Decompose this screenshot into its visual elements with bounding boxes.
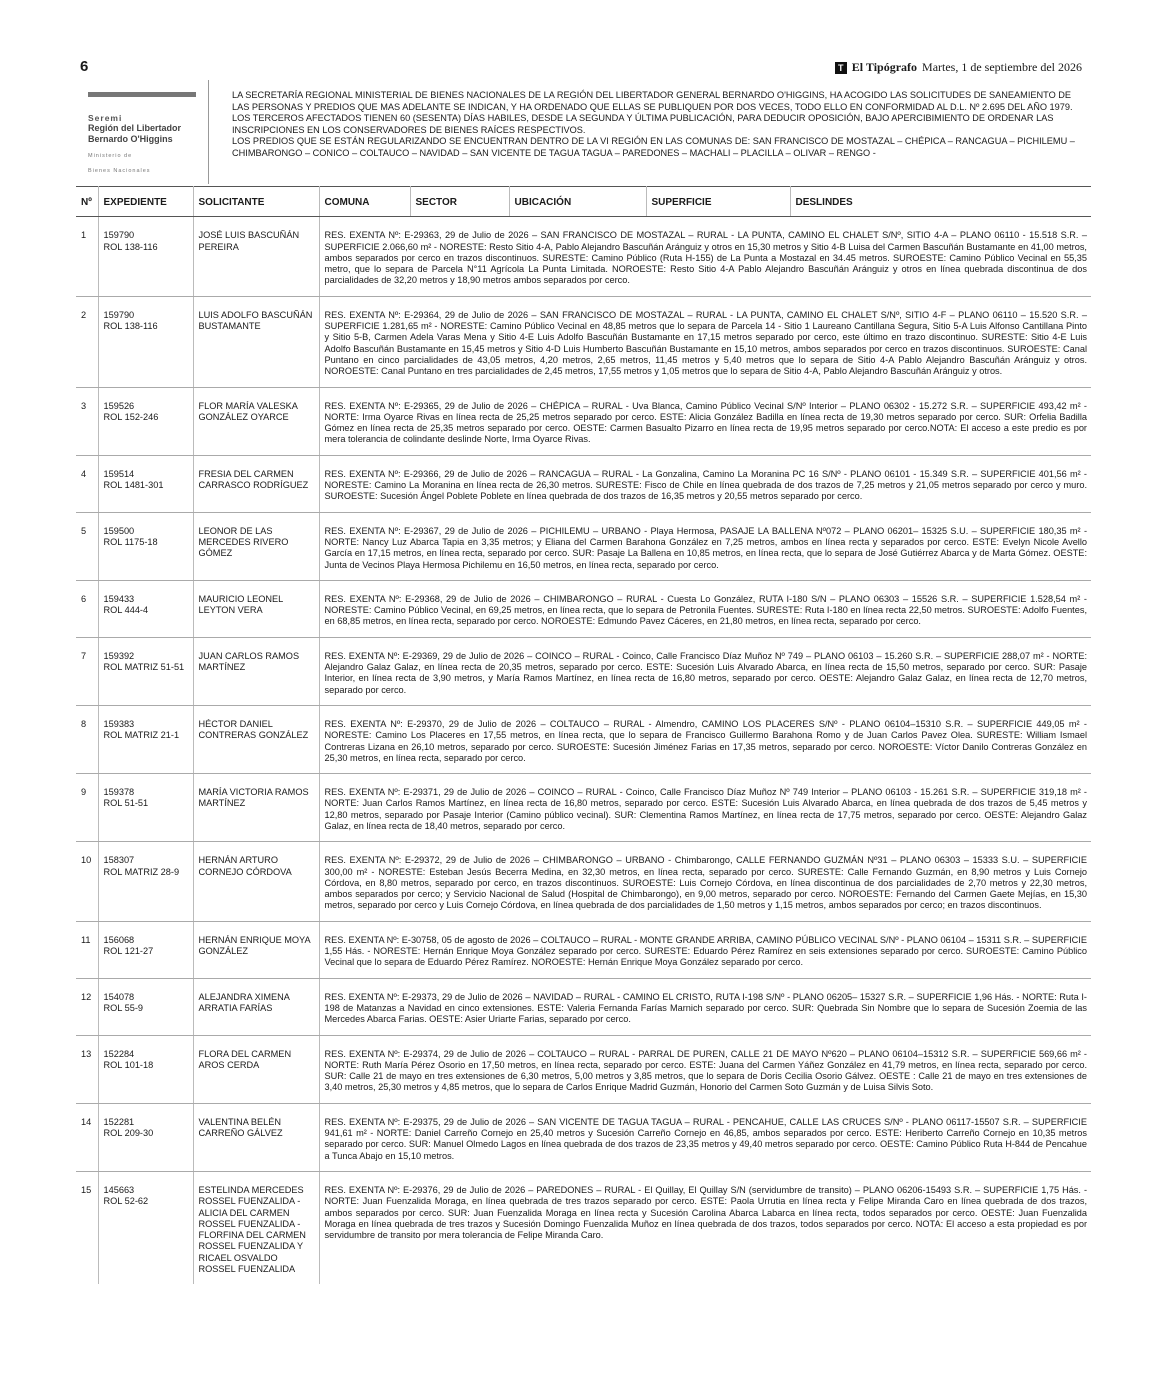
row-number: 6 [76,580,98,637]
row-number: 14 [76,1103,98,1171]
deslindes-cell: RES. EXENTA Nº: E-29374, 29 de Julio de 2026 – COLTAUCO – RURAL - PARRAL DE PUREN, CALLE 21 DE MAYO Nº620 – PLANO 06104–15312 S.R. – SUPERFICIE 569,66 m² - NORTE: Ruth María Pérez Osorio en 17,50 metros, en línea recta, separado por cerco. ESTE: Juana del Carmen Yáñez González en 41,79 metros, en línea recta, separado por cerco. SUR: Calle 21 de mayo en tres extensiones de 6,30 metros, 5,00 metros y 3,85 metros, que lo separa de Doris Cecilia Osorio Gálvez. OESTE : Calle 21 de mayo en tres extensiones de 3,40 metros, 25,30 metros y 4,85 metros, que lo separa de Carlos Enrique Madrid Guzmán, Honorio del Carmen Soto Guzmán y de Luisa Silvis Soto. [319,1035,1091,1103]
column-header: SOLICITANTE [193,187,319,217]
deslindes-cell: RES. EXENTA Nº: E-29372, 29 de Julio de 2026 – CHIMBARONGO – URBANO - Chimbarongo, CALLE FERNANDO GUZMÁN Nº31 – PLANO 06303 – 15333 S.U. – SUPERFICIE 300,00 m² - NORESTE: Esteban Jesús Becerra Medina, en 32,30 metros, en línea recta, separado por cerco. SURESTE: Calle Fernando Guzmán, en 8,90 metros y Luis Cornejo Córdova, en 8,80 metros, separado por cerco, en trazos discontinuos. SUROESTE: Luis Cornejo Córdova, en línea discontinua de dos parcialidades de 2,70 metros y 22,30 metros, ambos separados por cerco; y Servicio Nacional de Salud (Hospital de Chimbarongo), en 9,00 metros, separado por cerco. NOROESTE: Fernando del Carmen Gaete Mejías, en 15,30 metros, separado por cerco y Luis Cornejo Córdova, en línea quebrada de dos parcialidades de 1,50 metros y 1,15 metros, ambos separados por cerco; en trazos discontinuos. [319,842,1091,921]
expediente-cell: 158307 ROL MATRIZ 28-9 [98,842,193,921]
row-number: 11 [76,921,98,978]
expediente-cell: 159392 ROL MATRIZ 51-51 [98,637,193,705]
solicitante-cell: ESTELINDA MERCEDES ROSSEL FUENZALIDA - ALICIA DEL CARMEN ROSSEL FUENZALIDA - FLORFINA DEL CARMEN ROSSEL FUENZALIDA Y RICAEL OSVALDO ROSSEL FUENZALIDA [193,1171,319,1284]
ministry-label-2: Bienes Nacionales [88,168,151,174]
table-row [76,580,1091,637]
divider [208,80,209,184]
solicitante-cell: LEONOR DE LAS MERCEDES RIVERO GÓMEZ [193,512,319,580]
table-row [76,774,1091,842]
ministry-label-1: Ministerio de [88,153,133,159]
saneamiento-table [76,186,1091,1284]
expediente-cell: 152281 ROL 209-30 [98,1103,193,1171]
row-number: 9 [76,774,98,842]
expediente-cell: 159383 ROL MATRIZ 21-1 [98,705,193,773]
region-label-2: Bernardo O'Higgins [88,134,173,144]
deslindes-cell: RES. EXENTA Nº: E-29364, 29 de Julio de 2026 – SAN FRANCISCO DE MOSTAZAL – RURAL - LA PUNTA, CAMINO EL CHALET S/Nº, SITIO 4-F – PLANO 06110 – 15.520 S.R. – SUPERFICIE 1.281,65 m² - NORESTE: Camino Público Vecinal en 48,85 metros que lo separa de Parcela 14 - Sitio 1 Laureano Cantillana Segura, Sitio 5-A Luis Alfonso Cantillana Pinto y Sitio 5-B, Carmen Adela Varas Mena y Sitio 4-E Luis Adolfo Bascuñán Bustamante en 17,15 metros separado por cerco, este último en trazo discontinuo. SURESTE: Sitio 4-E Luis Adolfo Bascuñán Bustamante en 15,45 metros y Sitio 4-D Luis Humberto Bascuñán Bustamante en 15,10 metros, ambos separados por cerco en trazos discontinuos. SUROESTE: Canal Puntano en cinco parcialidades de 43,05 metros, 4,20 metros, 2,65 metros, 11,45 metros y 5,40 metros que lo separa de Sitio 4-A Pablo Alejandro Bascuñán Aránguiz y otros. NOROESTE: Canal Puntano en tres parcialidades de 2,45 metros, 17,55 metros y 1,05 metros que lo separa de Sitio 4-A, Pablo Alejandro Bascuñán Aránguiz y otros. [319,296,1091,387]
row-number: 4 [76,455,98,512]
seremi-label: Seremi [88,113,123,123]
row-number: 1 [76,217,98,296]
deslindes-cell: RES. EXENTA Nº: E-29369, 29 de Julio de 2026 – COINCO – RURAL - Coinco, Calle Francisco Díaz Muñoz Nº 749 – PLANO 06103 – 15.260 S.R. – SUPERFICIE 288,07 m² - NORTE: Alejandro Galaz Galaz, en línea recta de 20,35 metros, separado por cerco. ESTE: Sucesión Luis Alvarado Abarca, en línea recta de 15,50 metros, separado por cerco. SUR: Pasaje Interior, en línea recta de 3,90 metros, y María Ramos Martínez, en línea recta de 16,80 metros, separado por cerco. OESTE: Alejandro Galaz Galaz, en línea recta de 12,70 metros, separado por cerco. [319,637,1091,705]
expediente-cell: 159433 ROL 444-4 [98,580,193,637]
logo-bar [88,92,196,97]
table-row [76,387,1091,455]
row-number: 13 [76,1035,98,1103]
row-number: 2 [76,296,98,387]
intro-paragraph: LOS TERCEROS AFECTADOS TIENEN 60 (SESENTA) DÍAS HABILES, DESDE LA SEGUNDA Y ÚLTIMA PUBLICACIÓN, PARA DEDUCIR OPOSICIÓN, BAJO APERCIBIMIENTO DE ORDENAR LAS INSCRIPCIONES EN LOS CONSERVADORES DE BIENES RAÍCES RESPECTIVOS. [232,113,1054,135]
table-row [76,921,1091,978]
column-header: SUPERFICIE [646,187,790,217]
column-header: DESLINDES [790,187,1091,217]
column-header: COMUNA [319,187,410,217]
masthead [835,60,1082,75]
expediente-cell: 159378 ROL 51-51 [98,774,193,842]
row-number: 7 [76,637,98,705]
row-number: 15 [76,1171,98,1284]
deslindes-cell: RES. EXENTA Nº: E-29373, 29 de Julio de 2026 – NAVIDAD – RURAL - CAMINO EL CRISTO, RUTA I-198 S/Nº - PLANO 06205– 15327 S.R. – SUPERFICIE 1,96 Hás. - NORTE: Ruta I-198 de Matanzas a Navidad en cinco extensiones. ESTE: Valeria Fernanda Farías Marnich separado por cerco. SUR: Quebrada Sin Nombre que lo separa de Sucesión Zoemia de las Mercedes Abarca Farias. OESTE: Asier Uriarte Farias, separado por cerco. [319,978,1091,1035]
deslindes-cell: RES. EXENTA Nº: E-29370, 29 de Julio de 2026 – COLTAUCO – RURAL - Almendro, CAMINO LOS PLACERES S/Nº - PLANO 06104–15310 S.R. – SUPERFICIE 449,05 m² - NORESTE: Camino Los Placeres en 17,55 metros, en línea recta, que lo separa de Francisco Guillermo Barahona Romo y de Juan Carlos Pavez Olea. SURESTE: William Ismael Contreras Lizana en 26,10 metros, separado por cerco. SUROESTE: Sucesión Jiménez Farias en 17,35 metros, separado por cerco. NOROESTE: Víctor Danilo Contreras González en 25,30 metros, en línea recta, separado por cerco. [319,705,1091,773]
intro-paragraph: LOS PREDIOS QUE SE ESTÁN REGULARIZANDO SE ENCUENTRAN DENTRO DE LA VI REGIÓN EN LAS COMUNAS DE: SAN FRANCISCO DE MOSTAZAL – CHÉPICA – RANCAGUA – PICHILEMU – CHIMBARONGO – CONICO – COLTAUCO – NAVIDAD – SAN VICENTE DE TAGUA TAGUA – PAREDONES – MACHALI – PLACILLA – OLIVAR – RENGO - [232,136,1075,158]
expediente-cell: 159790 ROL 138-116 [98,296,193,387]
table-row [76,842,1091,921]
column-header: SECTOR [410,187,509,217]
expediente-cell: 159526 ROL 152-246 [98,387,193,455]
table-row [76,705,1091,773]
row-number: 5 [76,512,98,580]
deslindes-cell: RES. EXENTA Nº: E-30758, 05 de agosto de 2026 – COLTAUCO – RURAL - MONTE GRANDE ARRIBA, CAMINO PÚBLICO VECINAL S/Nº - PLANO 06104 – 15311 S.R. – SUPERFICIE 1,55 Hás. - NORESTE: Hernán Enrique Moya González separado por cerco. SURESTE: Eduardo Pérez Ramírez en seis extensiones separado por cerco. SUROESTE: Camino Público Vecinal que lo separa de Eduardo Pérez Ramírez. NOROESTE: Hernán Enrique Moya González separado por cerco. [319,921,1091,978]
deslindes-cell: RES. EXENTA Nº: E-29371, 29 de Julio de 2026 – COINCO – RURAL - Coinco, Calle Francisco Díaz Muñoz Nº 749 Interior – PLANO 06103 - 15.261 S.R. – SUPERFICIE 319,18 m² - NORTE: Juan Carlos Ramos Martínez, en línea recta de 16,80 metros, separado por cerco. ESTE: Sucesión Luis Alvarado Abarca, en línea quebrada de dos trazos de 5,45 metros y 12,80 metros, separado por Pasaje Interior (Camino público vecinal). SUR: Clementina Ramos Martínez, en línea recta de 17,75 metros, separado por cerco. OESTE: Alejandro Galaz Galaz, en línea recta de 18,40 metros, separado por cerco. [319,774,1091,842]
table-row [76,637,1091,705]
page-number: 6 [80,58,89,75]
expediente-cell: 159500 ROL 1175-18 [98,512,193,580]
table-row [76,512,1091,580]
column-header: Nº [76,187,98,217]
intro-paragraph: LA SECRETARÍA REGIONAL MINISTERIAL DE BIENES NACIONALES DE LA REGIÓN DEL LIBERTADOR GENERAL BERNARDO O'HIGGINS, HA ACOGIDO LAS SOLICITUDES DE SANEAMIENTO DE LAS PERSONAS Y PREDIOS QUE MAS ADELANTE SE INDICAN, Y HA ORDENADO QUE ELLAS SE PUBLIQUEN POR DOS VECES, TODO ELLO EN CONFORMIDAD AL D.L. Nº 2.695 DEL AÑO 1979. [232,90,1073,112]
solicitante-cell: HERNÁN ARTURO CORNEJO CÓRDOVA [193,842,319,921]
row-number: 3 [76,387,98,455]
solicitante-cell: FRESIA DEL CARMEN CARRASCO RODRÍGUEZ [193,455,319,512]
solicitante-cell: ALEJANDRA XIMENA ARRATIA FARÍAS [193,978,319,1035]
deslindes-cell: RES. EXENTA Nº: E-29365, 29 de Julio de 2026 – CHÉPICA – RURAL - Uva Blanca, Camino Público Vecinal S/Nº Interior – PLANO 06302 - 15.272 S.R. – SUPERFICIE 493,42 m² - NORTE: Irma Oyarce Rivas en línea recta de 25,25 metros separado por cerco. ESTE: Alicia González Badilla en línea recta de 19,30 metros separado por cerco. SUR: Orfelia Badilla Gómez en línea recta de 25,35 metros separado por cerco. OESTE: Carmen Basualto Pizarro en línea recta de 19,95 metros separado por cerco.NOTA: El acceso a este predio es por mera tolerancia de colindante deslinde Norte, Irma Oyarce Rivas. [319,387,1091,455]
expediente-cell: 156068 ROL 121-27 [98,921,193,978]
column-header: EXPEDIENTE [98,187,193,217]
row-number: 12 [76,978,98,1035]
solicitante-cell: MAURICIO LEONEL LEYTON VERA [193,580,319,637]
expediente-cell: 152284 ROL 101-18 [98,1035,193,1103]
deslindes-cell: RES. EXENTA Nº: E-29368, 29 de Julio de 2026 – CHIMBARONGO – RURAL - Cuesta Lo González, RUTA I-180 S/N – PLANO 06303 – 15526 S.R. – SUPERFICIE 1.528,54 m² - NORESTE: Camino Público Vecinal, en 69,25 metros, en línea recta, que lo separa de Petronila Fuentes. SURESTE: Ruta I-180 en línea recta 22,50 metros. SUROESTE: Adolfo Fuentes, en 68,85 metros, en línea recta, separado por cerco. NOROESTE: Edmundo Pavez Cáceres, en 21,80 metros, en línea recta, separado por cerco. [319,580,1091,637]
seremi-logo [88,92,196,175]
solicitante-cell: FLORA DEL CARMEN AROS CERDA [193,1035,319,1103]
column-header: UBICACIÓN [509,187,646,217]
row-number: 8 [76,705,98,773]
solicitante-cell: JUAN CARLOS RAMOS MARTÍNEZ [193,637,319,705]
table-row [76,1035,1091,1103]
solicitante-cell: LUIS ADOLFO BASCUÑÁN BUSTAMANTE [193,296,319,387]
deslindes-cell: RES. EXENTA Nº: E-29375, 29 de Julio de 2026 – SAN VICENTE DE TAGUA TAGUA – RURAL - PENCAHUE, CALLE LAS CRUCES S/Nº - PLANO 06117-15507 S.R. – SUPERFICIE 941,61 m² - NORTE: Daniel Carreño Cornejo en 25,40 metros y Sucesión Carreño Cornejo en 46,85, ambos separados por cerco. ESTE: Heriberto Carreño Cornejo en 10,35 metros separado por cerco. SUR: Manuel Olmedo Lagos en línea quebrada de dos trazos de 23,35 metros y 49,40 metros separado por cerco. OESTE: Camino Público Ruta H-844 de Pencahue a Tunca Abajo en 15,10 metros. [319,1103,1091,1171]
table-row [76,1171,1091,1284]
table-row [76,217,1091,296]
expediente-cell: 159514 ROL 1481-301 [98,455,193,512]
expediente-cell: 154078 ROL 55-9 [98,978,193,1035]
solicitante-cell: VALENTINA BELÉN CARREÑO GÁLVEZ [193,1103,319,1171]
newspaper-name: El Tipógrafo [851,60,918,74]
t-logo-icon: T [835,62,847,74]
deslindes-cell: RES. EXENTA Nº: E-29376, 29 de Julio de 2026 – PAREDONES – RURAL - El Quillay, El Quillay S/N (servidumbre de transito) – PLANO 06206-15493 S.R. – SUPERFICIE 1,75 Hás. - NORTE: Juan Fuenzalida Moraga, en línea quebrada de tres trazos separado por cerco. ESTE: Paola Urrutia en línea recta y Felipe Miranda Caro en línea quebrada de dos trazos, ambos separados por cerco. SUR: Juan Fuenzalida Moraga en línea recta y Sucesión Carolina Abarca Labarca en línea recta, todos separados por cerco. OESTE: Juan Fuenzalida Moraga en línea quebrada de tres trazos y Sucesión Domingo Fuenzalida Muñoz en línea quebrada de dos trazos, todos separados por cerco. NOTA: El acceso a esta propiedad es por servidumbre de transito por mera tolerancia de Felipe Miranda Caro. [324,1184,1087,1241]
table-row [76,455,1091,512]
deslindes-cell: RES. EXENTA Nº: E-29366, 29 de Julio de 2026 – RANCAGUA – RURAL - La Gonzalina, Camino La Moranina PC 16 S/Nº - PLANO 06101 - 15.349 S.R. – SUPERFICIE 401,56 m² - NORESTE: Camino La Moranina en línea recta de 26,30 metros. SURESTE: Fisco de Chile en línea quebrada de dos trazos de 7,25 metros y 21,05 metros separado por cerco y muro. SUROESTE: Sucesión Ángel Poblete Poblete en línea quebrada de dos trazos de 16,35 metros y 20,55 metros separado por cerco. [319,455,1091,512]
expediente-cell: 159790 ROL 138-116 [98,217,193,296]
solicitante-cell: JOSÉ LUIS BASCUÑÁN PEREIRA [193,217,319,296]
solicitante-cell: HÉCTOR DANIEL CONTRERAS GONZÁLEZ [193,705,319,773]
row-number: 10 [76,842,98,921]
expediente-cell: 145663 ROL 52-62 [98,1171,193,1284]
publication-date: Martes, 1 de septiembre del 2026 [922,60,1082,74]
table-header-row [76,187,1091,217]
table-row [76,978,1091,1035]
region-label-1: Región del Libertador [88,123,182,133]
table-row [76,296,1091,387]
solicitante-cell: MARÍA VICTORIA RAMOS MARTÍNEZ [193,774,319,842]
solicitante-cell: HERNÁN ENRIQUE MOYA GONZÁLEZ [193,921,319,978]
solicitante-cell: FLOR MARÍA VALESKA GONZÁLEZ OYARCE [193,387,319,455]
deslindes-cell: RES. EXENTA Nº: E-29363, 29 de Julio de 2026 – SAN FRANCISCO DE MOSTAZAL – RURAL - LA PUNTA, CAMINO EL CHALET S/Nº, SITIO 4-A – PLANO 06110 - 15.518 S.R. – SUPERFICIE 2.066,60 m² - NORESTE: Resto Sitio 4-A, Pablo Alejandro Bascuñán Aránguiz y otros en 15,30 metros y Sitio 4-B Luisa del Carmen Bascuñán Bustamante en 41,00 metros, ambos separados por cerco en trazos discontinuos. SURESTE: Camino Público (Ruta H-155) de La Punta a Mostazal en 34.45 metros. SUROESTE: Camino Público Vecinal en 55,35 metro, que lo separa de Parcela N°11 Agrícola La Punta Limitada. NOROESTE: Resto Sitio 4-A Pablo Alejandro Bascuñán Aránguiz y otros en línea quebrada discontinua de dos parcialidades de 32,20 metros y 18,90 metros ambos separados por cerco. [319,217,1091,296]
deslindes-cell: RES. EXENTA Nº: E-29367, 29 de Julio de 2026 – PICHILEMU – URBANO - Playa Hermosa, PASAJE LA BALLENA Nº072 – PLANO 06201– 15325 S.U. – SUPERFICIE 180,35 m² - NORTE: Nancy Luz Abarca Tapia en 3,35 metros; y Eliana del Carmen Barahona González en 7,25 metros, ambos en línea recta y separados por cerco. ESTE: Evelyn Nicole Avello García en 17,15 metros, en línea recta, separado por cerco. SUR: Pasaje La Ballena en 10,85 metros, en línea recta, que lo separa de José Gutiérrez Abarca y de Marta Gómez. OESTE: Junta de Vecinos Playa Hermosa Pichilemu en 16,50 metros, en línea recta, separado por cerco. [319,512,1091,580]
table-row [76,1103,1091,1171]
intro-text [232,90,1087,160]
